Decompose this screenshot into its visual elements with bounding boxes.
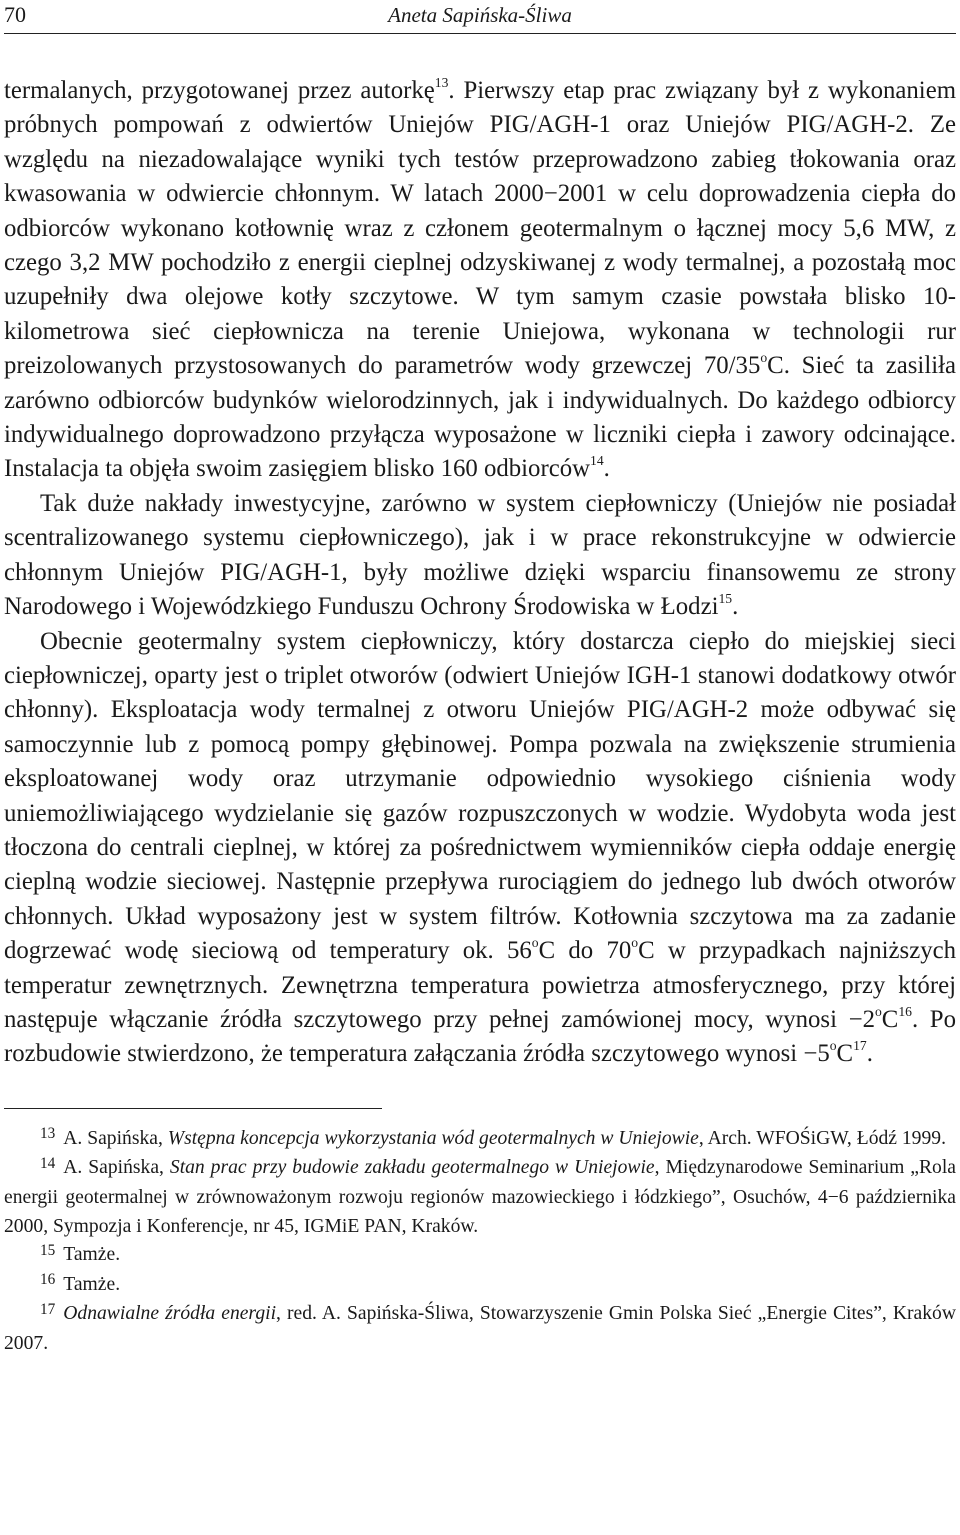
- footnote-reference: o: [829, 1038, 837, 1054]
- footnote-reference: 13: [434, 74, 449, 90]
- text-run: termalanych, przygotowanej przez autorkę: [4, 77, 435, 104]
- text-run: C do 70: [538, 937, 632, 965]
- text-run: C. Sieć ta zasiliła zarówno odbiorców budynków wielorodzinnych, jak i indywidualnych. Do każdego odbiorcy indywidualnego doprowadzono przyłącza wyposażone w liczniki ciepła i zawory odcinające. Instalacja ta objęła swoim zasięgiem blisko 160 odbiorców: [4, 352, 956, 483]
- text-run: C: [836, 1040, 854, 1068]
- document-page: [4, 0, 956, 1359]
- text-run: . Pierwszy etap prac związany był z wykonaniem próbnych pompowań z odwiertów Uniejów PIG/AGH-1 oraz Uniejów PIG/AGH-2. Ze względu na niezadowalające wyniki tych testów przeprowadzono zabieg tłokowania oraz kwasowania w odwiercie chłonnym. W latach 2000−2001 w celu doprowadzenia ciepła do odbiorców wykonano kotłownię wraz z członem geotermalnym o łącznej mocy 5,6 MW, z czego 3,2 MW pochodziło z energii cieplnej odzyskiwanej z wody termalnej, a pozostałą moc uzupełniły dwa olejowe kotły szczytowe. W tym samym czasie powstała blisko 10-kilometrowa sieć ciepłownicza na terenie Uniejowa, wykonana w technologii rur preizolowanych przystosowanych do parametrów wody grzewczej 70/35: [4, 77, 956, 380]
- running-header: [4, 0, 956, 34]
- text-run: Tak duże nakłady inwestycyjne, zarówno w system ciepłowniczy (Uniejów nie posiadał scentralizowanego systemu ciepłowniczego), jak i w prace rekonstrukcyjne w odwiercie chłonnym Uniejów PIG/AGH-1, były możliwe dzięki wsparciu finansowemu ze strony Narodowego i Wojewódzkiego Funduszu Ochrony Środowiska w Łodzi: [4, 489, 956, 621]
- footnote-reference: 17: [853, 1038, 867, 1054]
- footnote-reference: o: [874, 1003, 882, 1019]
- text-run: .: [866, 1040, 873, 1068]
- text-run: C: [881, 1005, 899, 1033]
- cited-title: Wstępna koncepcja wykorzystania wód geotermalnych w Uniejowie: [167, 1127, 699, 1149]
- footnote: [4, 1154, 956, 1241]
- footnote: [4, 1241, 956, 1271]
- text-run: .: [732, 593, 739, 621]
- text-run: , Międzynarodowe Seminarium „Rola energii geotermalnej w zrównoważonym rozwoju regionów mazowieckiego i łódzkiego”, Osuchów, 4−6 października 2000, Sympozja i Konferencje, nr 45, IGMiE PAN, Kraków.: [4, 1157, 956, 1237]
- text-run: Tamże.: [63, 1273, 121, 1295]
- paragraph-1: [4, 74, 956, 487]
- footnote-separator: [4, 1108, 382, 1109]
- text-run: , red. A. Sapińska-Śliwa, Stowarzyszenie Gmin Polska Sieć „Energie Cites”, Kraków 2007.: [4, 1303, 956, 1354]
- footnote: [4, 1300, 956, 1358]
- page-number: 70: [4, 2, 26, 27]
- text-run: .: [603, 455, 610, 483]
- footnote-reference: o: [631, 934, 639, 950]
- footnote-reference: 15: [718, 590, 733, 606]
- footnote-number: 15: [40, 1241, 56, 1259]
- text-run: Obecnie geotermalny system ciepłowniczy, który dostarcza ciepło do miejskiej sieci ciepłowniczej, oparty jest o triplet otworów (odwiert Uniejów IGH-1 stanowi dodatkowy otwór chłonny). Eksploatacja wody termalnej z otworu Uniejów PIG/AGH-2 może odbywać się samoczynnie lub z pomocą pompy głębinowej. Pompa pozwala na zwiększenie strumienia eksploatowanej wody oraz utrzymanie odpowiednio wysokiego ciśnienia wody uniemożliwiającego wydzielanie się gazów rozpuszczonych w wodzie. Wydobyta woda jest tłoczona do centrali cieplnej, w której za pośrednictwem wymienników ciepła oddaje energię cieplną wodzie sieciowej. Następnie przepływa rurociągiem do jednego lub dwóch otworów chłonnych. Układ wyposażony jest w system filtrów. Kotłownia szczytowa ma za zadanie dogrzewać wodę sieciową od temperatury ok. 56: [4, 627, 956, 965]
- paragraph-3: [4, 625, 956, 1072]
- text-run: A. Sapińska,: [63, 1157, 170, 1179]
- footnote-reference: 16: [898, 1003, 912, 1019]
- footnote-reference: 14: [590, 453, 604, 469]
- footnotes: [4, 1125, 956, 1359]
- body-text: [4, 74, 956, 1072]
- footnote-reference: o: [531, 934, 539, 950]
- footnote-reference: o: [760, 349, 768, 365]
- text-run: , Arch. WFOŚiGW, Łódź 1999.: [698, 1127, 946, 1149]
- footnote-number: 17: [40, 1301, 56, 1318]
- text-run: A. Sapińska,: [63, 1127, 168, 1149]
- footnote: [4, 1271, 956, 1301]
- cited-title: Stan prac przy budowie zakładu geotermalnego w Uniejowie: [169, 1157, 655, 1179]
- running-header-author: Aneta Sapińska-Śliwa: [388, 3, 572, 27]
- text-run: . Po rozbudowie stwierdzono, że temperatura załączania źródła szczytowego wynosi −5: [4, 1005, 956, 1068]
- cited-title: Odnawialne źródła energii: [63, 1303, 277, 1325]
- footnote-number: 14: [40, 1155, 56, 1173]
- text-run: C w przypadkach najniższych temperatur zewnętrznych. Zewnętrzna temperatura powietrza atmosferycznego, przy której następuje włączanie źródła szczytowego przy pełnej zamówionej mocy, wynosi −2: [4, 937, 956, 1033]
- footnote: [4, 1125, 956, 1155]
- paragraph-2: [4, 487, 956, 625]
- text-run: Tamże.: [63, 1244, 121, 1266]
- footnote-number: 13: [40, 1125, 56, 1143]
- footnote-number: 16: [40, 1271, 56, 1289]
